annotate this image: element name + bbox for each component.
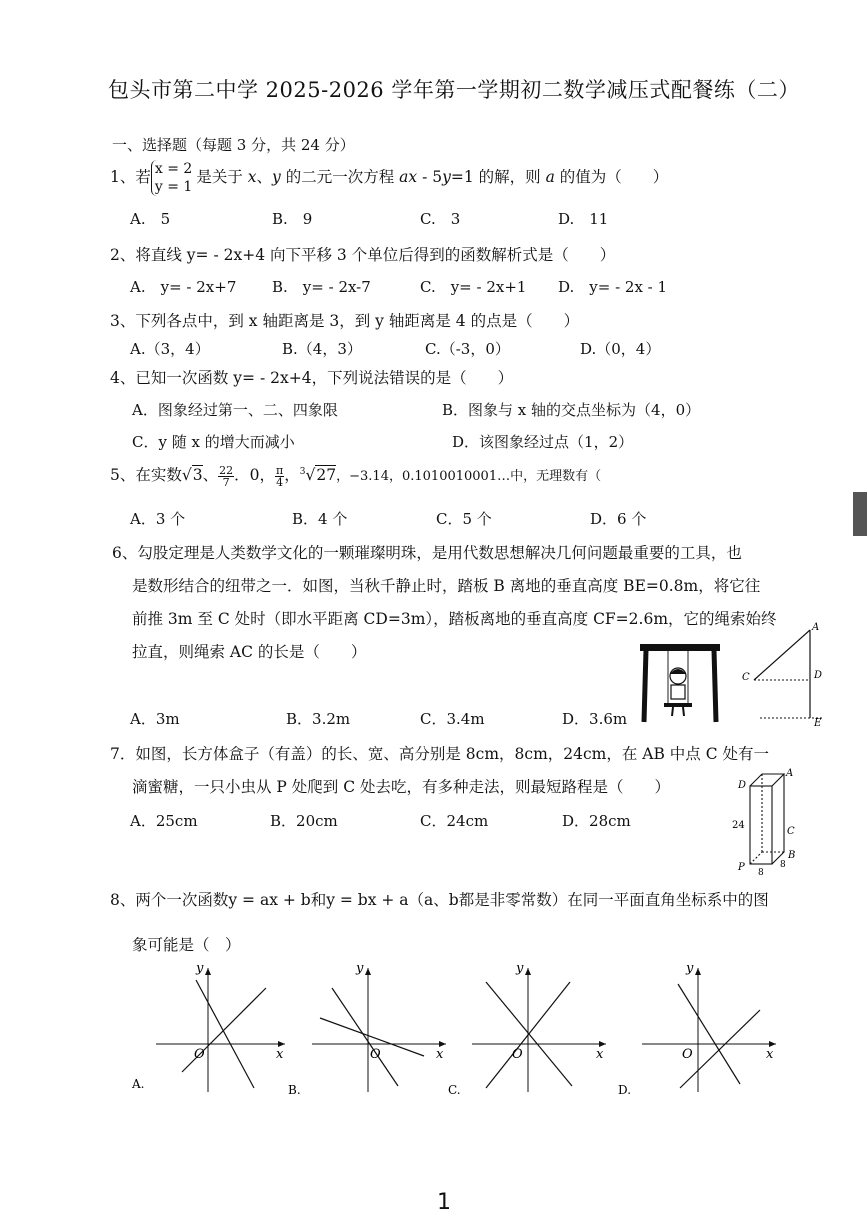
q7-option-b[interactable]: B．20cm <box>270 812 338 830</box>
line-2 <box>196 980 254 1088</box>
q1-text: 的值为（ ） <box>554 168 669 186</box>
equation-system <box>151 160 192 196</box>
origin-label: O <box>194 1047 205 1062</box>
graph-label: A. <box>132 1077 145 1091</box>
swing-geometry-figure <box>738 618 838 728</box>
q2-option-c[interactable]: C. y= - 2x+1 <box>420 278 527 296</box>
rope-ac <box>754 630 810 680</box>
q4-option-b[interactable]: B．图象与 x 轴的交点坐标为（4，0） <box>442 401 701 419</box>
cuboid-side <box>772 774 784 864</box>
q6-line-2: 是数形结合的纽带之一．如图，当秋千静止时，踏板 B 离地的垂直高度 BE=0.8m，将它往 <box>132 577 761 595</box>
q6-line-3: 前推 3m 至 C 处时（即水平距离 CD=3m），踏板离地的垂直高度 CF=2.6m，它的绳索始终 <box>132 610 777 628</box>
child-body <box>671 685 685 699</box>
graph-label: B. <box>288 1083 301 1097</box>
q8-line-1: 8、两个一次函数y = ax + b和y = bx + a（a、b都是非零常数）在同一平面直角坐标系中的图 <box>110 891 769 909</box>
q5-option-b[interactable]: B．4 个 <box>292 510 348 528</box>
origin-label: O <box>682 1047 693 1062</box>
label-c: C <box>787 826 795 837</box>
q2-option-a[interactable]: A. y= - 2x+7 <box>130 278 237 296</box>
q6-option-a[interactable]: A．3m <box>130 710 180 728</box>
cuboid-figure <box>728 764 808 876</box>
page-number: 1 <box>437 1190 451 1215</box>
swing-post-right <box>714 650 716 722</box>
origin-label: O <box>370 1047 381 1062</box>
question-1 <box>110 160 668 196</box>
q5-option-a[interactable]: A．3 个 <box>130 510 186 528</box>
label-c: C <box>742 672 750 683</box>
graph-option-a[interactable] <box>130 960 290 1100</box>
eq-term: ax <box>399 168 418 186</box>
y-label: y <box>516 961 524 976</box>
x-label: x <box>766 1047 774 1062</box>
swing-post-left <box>644 650 646 722</box>
eq-term: - 5 <box>417 168 443 186</box>
x-label: x <box>596 1047 604 1062</box>
q4-option-a[interactable]: A．图象经过第一、二、四象限 <box>132 401 338 419</box>
y-label: y <box>356 961 364 976</box>
q2-option-d[interactable]: D. y= - 2x - 1 <box>558 278 668 296</box>
label-a: A <box>812 622 820 633</box>
sys-bottom: y = 1 <box>154 179 193 195</box>
cbrt-index: 3 <box>299 466 306 477</box>
q3-option-a[interactable]: A.（3，4） <box>130 340 210 358</box>
page-title: 包头市第二中学 2025-2026 学年第一学期初二数学减压式配餐练（二） <box>108 78 800 102</box>
x-label: x <box>276 1047 284 1062</box>
y-label: y <box>686 961 694 976</box>
label-width: 8 <box>758 868 764 876</box>
y-label: y <box>196 961 204 976</box>
eq-term: y <box>442 168 451 186</box>
label-a: A <box>786 768 794 779</box>
frac-denominator: 7 <box>222 475 230 489</box>
q1-sep: 、 <box>256 168 273 186</box>
section-heading: 一、选择题（每题 3 分，共 24 分） <box>112 136 355 154</box>
q1-option-d[interactable]: D. 11 <box>558 210 609 228</box>
q5-text: ，−3.14，0.1010010001…中，无理数有（ <box>336 469 602 484</box>
q1-number: 1、若 <box>110 168 151 186</box>
q2-option-b[interactable]: B. y= - 2x-7 <box>272 278 371 296</box>
scan-edge-mark <box>853 492 867 536</box>
sqrt-radicand: 3 <box>192 466 203 484</box>
line-1 <box>678 984 740 1084</box>
question-2: 2、将直线 y= - 2x+4 向下平移 3 个单位后得到的函数解析式是（ ） <box>110 246 616 264</box>
q3-option-d[interactable]: D.（0，4） <box>580 340 661 358</box>
frac-numerator: 22 <box>219 463 234 477</box>
origin-label: O <box>512 1047 523 1062</box>
cuboid-hidden-edge <box>750 852 762 864</box>
q8-line-2: 象可能是（ ） <box>132 936 241 954</box>
graph-label: C. <box>448 1083 461 1097</box>
q1-option-c[interactable]: C. 3 <box>420 210 461 228</box>
var-x: x <box>247 168 257 186</box>
y-axis-arrow <box>695 968 701 975</box>
q1-text: 的二元一次方程 <box>280 168 400 186</box>
q6-line-4: 拉直，则绳索 AC 的长是（ ） <box>132 643 367 661</box>
swing-seat <box>664 703 692 707</box>
graph-label: D. <box>618 1083 632 1097</box>
q7-option-a[interactable]: A．25cm <box>130 812 198 830</box>
q1-option-b[interactable]: B. 9 <box>272 210 313 228</box>
question-4: 4、已知一次函数 y= - 2x+4，下列说法错误的是（ ） <box>110 369 514 387</box>
q3-option-b[interactable]: B.（4，3） <box>282 340 362 358</box>
q5-sep: ， <box>284 466 300 484</box>
label-length: 8 <box>780 860 786 870</box>
question-5: 5、在实数√3、 $\frac{22}{7}$ ．0， $\frac{\pi}{4}$ ，$^3$√27，−3.14，0.1010010001…中，无理数有（ <box>110 463 602 489</box>
line-2 <box>486 982 572 1086</box>
q7-line-2: 滴蜜糖，一只小虫从 P 处爬到 C 处去吃，有多种走法，则最短路程是（ ） <box>132 778 670 796</box>
y-axis-arrow <box>365 968 371 975</box>
label-height: 24 <box>732 820 745 831</box>
y-axis-arrow <box>525 968 531 975</box>
q5-sep: 、 <box>202 466 219 484</box>
frac-denominator: 4 <box>276 475 284 489</box>
q7-line-1: 7．如图，长方体盒子（有盖）的长、宽、高分别是 8cm，8cm，24cm，在 AB 中点 C 处有一 <box>110 745 770 763</box>
label-p: P <box>738 862 745 873</box>
q6-option-d[interactable]: D．3.6m <box>562 710 628 728</box>
var-a: a <box>545 168 555 186</box>
y-axis-arrow <box>205 968 211 975</box>
graph-option-b[interactable] <box>286 960 451 1100</box>
fraction-pi-4 <box>275 465 284 488</box>
q5-sep: ．0， <box>234 466 276 484</box>
q5-text: 5、在实数 <box>110 466 182 484</box>
q1-text: =1 的解，则 <box>450 168 546 186</box>
q1-option-a[interactable]: A. 5 <box>130 210 171 228</box>
graph-option-d[interactable] <box>616 960 781 1100</box>
q6-option-c[interactable]: C．3.4m <box>420 710 485 728</box>
q5-option-c[interactable]: C．5 个 <box>436 510 492 528</box>
q7-option-c[interactable]: C．24cm <box>420 812 489 830</box>
label-b: B <box>788 850 796 861</box>
question-3: 3、下列各点中，到 x 轴距离是 3，到 y 轴距离是 4 的点是（ ） <box>110 312 580 330</box>
q7-option-d[interactable]: D．28cm <box>562 812 631 830</box>
q3-option-c[interactable]: C.（-3，0） <box>425 340 510 358</box>
q4-option-c[interactable]: C．y 随 x 的增大而减小 <box>132 433 295 451</box>
label-d: D <box>814 670 823 681</box>
fraction-22-7 <box>218 465 234 488</box>
swing-illustration <box>636 640 726 724</box>
q6-option-b[interactable]: B．3.2m <box>286 710 351 728</box>
graph-option-c[interactable] <box>446 960 611 1100</box>
q1-text: 是关于 <box>196 168 248 186</box>
swing-top-bar <box>640 644 720 651</box>
cuboid-top <box>750 774 784 786</box>
label-e: E <box>814 718 822 728</box>
q6-line-1: 6、勾股定理是人类数学文化的一颗璀璨明珠，是用代数思想解决几何问题最重要的工具，也 <box>112 544 742 562</box>
cbrt-radicand: 27 <box>316 466 337 484</box>
frac-numerator: π <box>276 463 284 477</box>
var-y: y <box>272 168 281 186</box>
q4-option-d[interactable]: D．该图象经过点（1，2） <box>452 433 634 451</box>
line-1 <box>332 988 398 1086</box>
q5-option-d[interactable]: D．6 个 <box>590 510 647 528</box>
child-legs <box>672 707 684 716</box>
x-label: x <box>436 1047 444 1062</box>
sys-top: x = 2 <box>154 161 193 177</box>
label-d: D <box>738 780 747 791</box>
